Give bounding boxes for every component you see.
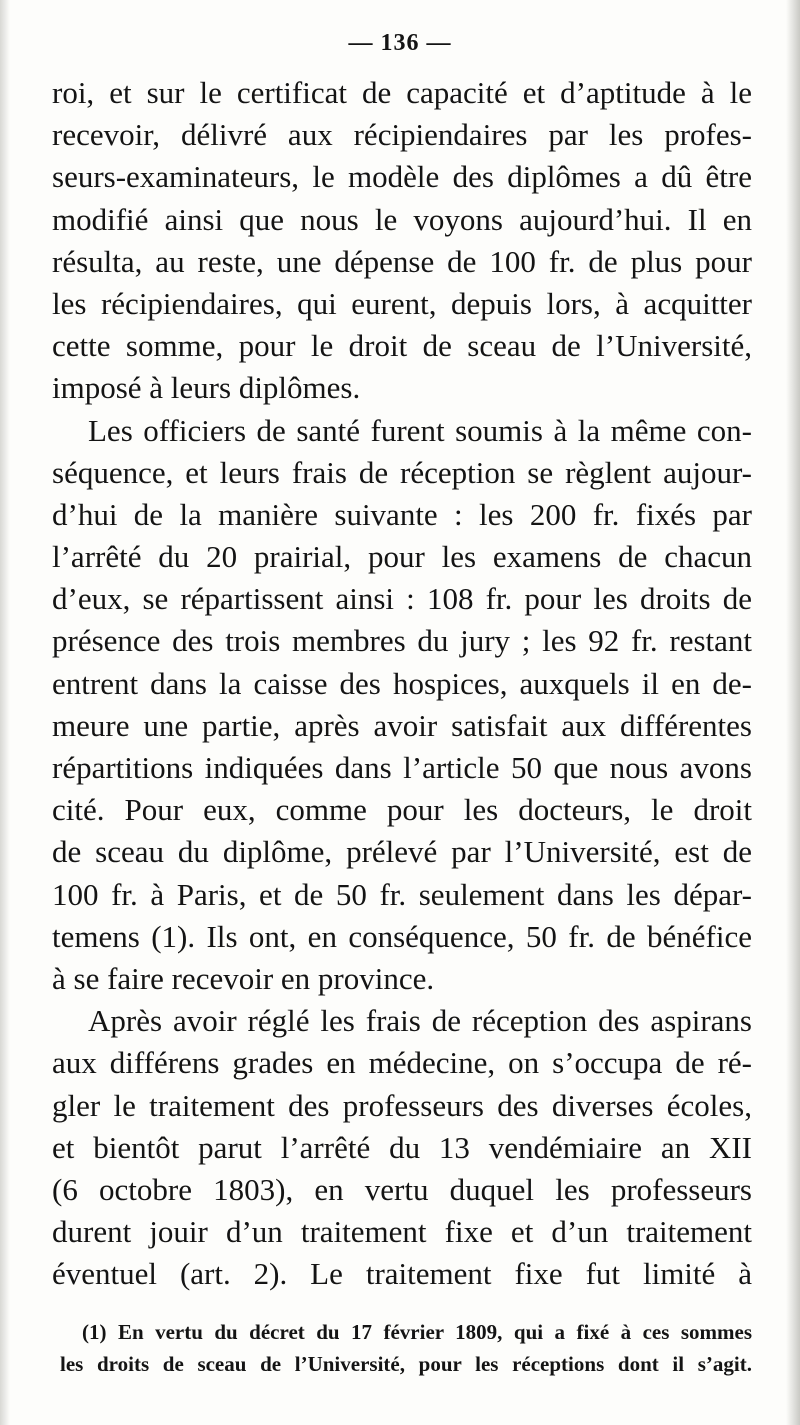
text-line: les récipiendaires, qui eurent, depuis lors, à acquitter xyxy=(52,285,752,321)
text-line: durent jouir d’un traitement fixe et d’un traitement xyxy=(52,1214,752,1250)
text-line: entrent dans la caisse des hospices, auxquels il en de- xyxy=(52,665,752,701)
body-text xyxy=(52,72,752,1295)
footnotes xyxy=(60,1316,752,1380)
text-line: à se faire recevoir en province. xyxy=(52,960,435,996)
page-left-edge-shadow xyxy=(0,0,10,1425)
page-right-edge-shadow xyxy=(786,0,800,1425)
text-line: séquence, et leurs frais de réception se règlent aujour- xyxy=(52,454,752,490)
text-line: modifié ainsi que nous le voyons aujourd’hui. Il en xyxy=(52,201,752,237)
footnote-line: (1) En vertu du décret du 17 février 1809, qui a fixé à ces sommes xyxy=(82,1320,752,1344)
text-line: temens (1). Ils ont, en conséquence, 50 fr. de bénéfice xyxy=(52,918,752,954)
paragraph-start-line: Les officiers de santé furent soumis à la même con- xyxy=(88,412,752,448)
paragraph-start-line: Après avoir réglé les frais de réception des aspirans xyxy=(88,1003,752,1039)
text-line: gler le traitement des professeurs des diverses écoles, xyxy=(52,1087,752,1123)
text-line: imposé à leurs diplômes. xyxy=(52,370,361,406)
text-line: meure une partie, après avoir satisfait aux différentes xyxy=(52,707,752,743)
text-line: présence des trois membres du jury ; les 92 fr. restant xyxy=(52,623,752,659)
text-line: 100 fr. à Paris, et de 50 fr. seulement dans les dépar- xyxy=(52,876,752,912)
text-line: résulta, au reste, une dépense de 100 fr. de plus pour xyxy=(52,243,752,279)
text-line: aux différens grades en médecine, on s’occupa de ré- xyxy=(52,1045,752,1081)
text-line: d’hui de la manière suivante : les 200 fr. fixés par xyxy=(52,496,752,532)
page-number: — 136 — xyxy=(348,30,452,56)
text-line: répartitions indiquées dans l’article 50 que nous avons xyxy=(52,750,752,785)
text-line: de sceau du diplôme, prélevé par l’Université, est de xyxy=(52,834,752,870)
text-line: éventuel (art. 2). Le traitement fixe fut limité à xyxy=(52,1256,752,1292)
text-line: l’arrêté du 20 prairial, pour les examens de chacun xyxy=(52,539,752,575)
text-line: seurs-examinateurs, le modèle des diplômes a dû être xyxy=(52,159,752,195)
text-line: d’eux, se répartissent ainsi : 108 fr. pour les droits de xyxy=(52,581,752,617)
footnote-line: les droits de sceau de l’Université, pour les réceptions dont il s’agit. xyxy=(60,1352,752,1376)
text-line: recevoir, délivré aux récipiendaires par les profes- xyxy=(52,117,752,153)
text-line: et bientôt parut l’arrêté du 13 vendémiaire an XII xyxy=(52,1129,752,1165)
text-line: cette somme, pour le droit de sceau de l’Université, xyxy=(52,328,752,364)
text-line: cité. Pour eux, comme pour les docteurs, le droit xyxy=(52,792,752,828)
text-line: roi, et sur le certificat de capacité et d’aptitude à le xyxy=(52,75,752,110)
text-line: (6 octobre 1803), en vertu duquel les professeurs xyxy=(52,1171,752,1207)
